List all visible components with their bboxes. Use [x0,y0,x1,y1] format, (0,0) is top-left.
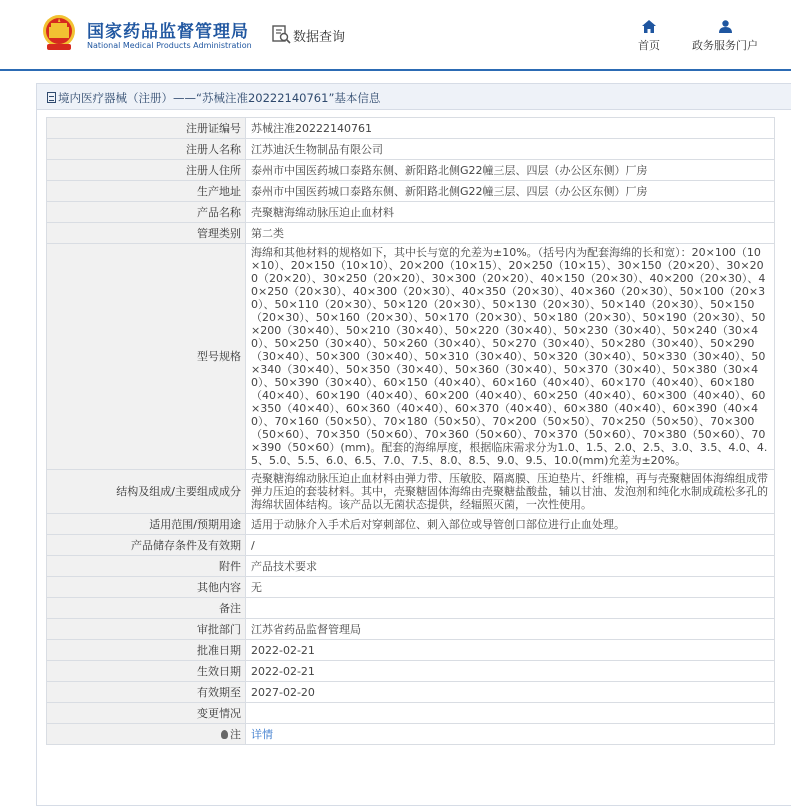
table-row [47,661,775,682]
row-value: 江苏迪沃生物制品有限公司 [246,139,775,160]
row-value: 壳聚糖海绵动脉压迫止血材料 [246,202,775,223]
row-value: 第二类 [246,223,775,244]
table-row [47,577,775,598]
row-value: 泰州市中国医药城口泰路东侧、新阳路北侧G22幢三层、四层（办公区东侧）厂房 [246,160,775,181]
lightbulb-icon [221,730,228,739]
row-label: 备注 [47,598,246,619]
data-query-title: 数据查询 [293,30,346,45]
table-row [47,244,775,470]
emblem-logo-icon[interactable] [42,14,76,52]
table-row [47,724,775,745]
row-label: 生产地址 [47,181,246,202]
model-spec-value: 海绵和其他材料的规格如下，其中长与宽的允差为±10%。（括号内为配套海绵的长和宽）：20×100（10×10）、20×150（10×10）、20×200（10×15）、20×250（10×15）、30×150（20×20）、30×200（20×20）、30×250（20×20）、30×300（20×20）、40×150（20×30）、40×200（20×30）、40×250（20×30）、40×300（20×30）、40×350（20×30）、40×360（20×30）、50×100（20×30）、50×110（20×30）、50×120（20×30）、50×130（20×30）、50×140（20×30）、50×150（20×30）、50×160（20×30）、50×170（20×30）、50×180（20×30）、50×190（20×30）、50×200（30×40）、50×210（30×40）、50×220（30×40）、50×230（30×40）、50×240（30×40）、50×250（30×40）、50×260（30×40）、50×270（30×40）、50×280（30×40）、50×290（30×40）、50×300（30×40）、50×310（30×40）、50×320（30×40）、50×330（30×40）、50×340（30×40）、50×350（30×40）、50×360（30×40）、50×370（30×40）、50×380（30×40）、50×390（30×40）、60×150（40×40）、60×160（40×40）、60×170（40×40）、60×180（40×40）、60×190（40×40）、60×200（40×40）、60×250（40×40）、60×300（40×40）、60×350（40×40）、60×360（40×40）、60×370（40×40）、60×380（40×40）、60×390（40×40）、70×160（50×50）、70×180（50×50）、70×200（50×50）、70×250（50×50）、70×300（50×60）、70×350（50×60）、70×360（50×60）、70×370（50×60）、70×380（50×60）、70×390（50×60）(mm)。配套的海绵厚度，根据临床需求分为1.0、1.5、2.0、2.5、3.0、3.5、4.0、4.5、5.0、5.5、6.0、6.5、7.0、7.5、8.0、8.5、9.0、9.5、10.0(mm)允差为±20%。 [246,244,775,470]
nav-service-portal[interactable] [686,20,764,53]
row-label: 产品名称 [47,202,246,223]
table-row [47,139,775,160]
row-value: 江苏省药品监督管理局 [246,619,775,640]
row-label: 其他内容 [47,577,246,598]
table-row [47,619,775,640]
row-value: 适用于动脉介入手术后对穿刺部位、刺入部位或导管创口部位进行止血处理。 [246,514,775,535]
table-row [47,181,775,202]
nav-portal-label: 政务服务门户 [692,39,758,52]
info-table [46,117,775,745]
nav-home-label: 首页 [638,39,660,52]
row-label: 注册人住所 [47,160,246,181]
table-row [47,118,775,139]
document-icon [47,92,56,103]
row-value [246,703,775,724]
row-value: 2022-02-21 [246,640,775,661]
nav-home[interactable] [633,20,665,53]
row-label: 产品储存条件及有效期 [47,535,246,556]
row-label: 管理类别 [47,223,246,244]
detail-panel [36,83,791,806]
details-cell [246,724,775,745]
data-query-icon [272,25,291,44]
home-icon [642,20,656,33]
row-label: 有效期至 [47,682,246,703]
structure-value: 壳聚糖海绵动脉压迫止血材料由弹力带、压敏胶、隔离膜、压迫垫片、纤维棉，再与壳聚糖固体海绵组成带弹力压迫的套装材料。其中，壳聚糖固体海绵由壳聚糖盐酸盐，辅以甘油、发泡剂和纯化水制成疏松多孔的海绵状固体结构。该产品以无菌状态提供，经辐照灭菌，一次性使用。 [246,470,775,514]
row-label: 审批部门 [47,619,246,640]
table-row [47,202,775,223]
details-link[interactable]: 详情 [251,727,273,741]
row-label: 适用范围/预期用途 [47,514,246,535]
row-label: 结构及组成/主要组成成分 [47,470,246,514]
table-row [47,640,775,661]
table-row [47,514,775,535]
table-row [47,703,775,724]
table-row [47,160,775,181]
table-row [47,682,775,703]
table-row [47,556,775,577]
panel-title [37,84,791,110]
row-label: 型号规格 [47,244,246,470]
note-label-cell [47,724,246,745]
breadcrumb: 境内医疗器械（注册）——“苏械注准20222140761”基本信息 [58,91,381,105]
table-row [47,598,775,619]
site-name-cn[interactable]: 国家药品监督管理局 [87,22,249,42]
row-value: 泰州市中国医药城口泰路东侧、新阳路北侧G22幢三层、四层（办公区东侧）厂房 [246,181,775,202]
row-value: 产品技术要求 [246,556,775,577]
site-header [0,0,791,71]
table-row [47,223,775,244]
row-value: 无 [246,577,775,598]
row-label: 生效日期 [47,661,246,682]
row-value: 2027-02-20 [246,682,775,703]
row-value [246,598,775,619]
user-icon [719,20,732,33]
row-value: 苏械注准20222140761 [246,118,775,139]
site-name-en[interactable]: National Medical Products Administration [87,41,252,50]
table-row [47,470,775,514]
row-value: / [246,535,775,556]
row-value: 2022-02-21 [246,661,775,682]
row-label: 注册人名称 [47,139,246,160]
row-label: 附件 [47,556,246,577]
table-row [47,535,775,556]
row-label: 注册证编号 [47,118,246,139]
row-label: 批准日期 [47,640,246,661]
row-label: 注 [230,727,241,741]
row-label: 变更情况 [47,703,246,724]
